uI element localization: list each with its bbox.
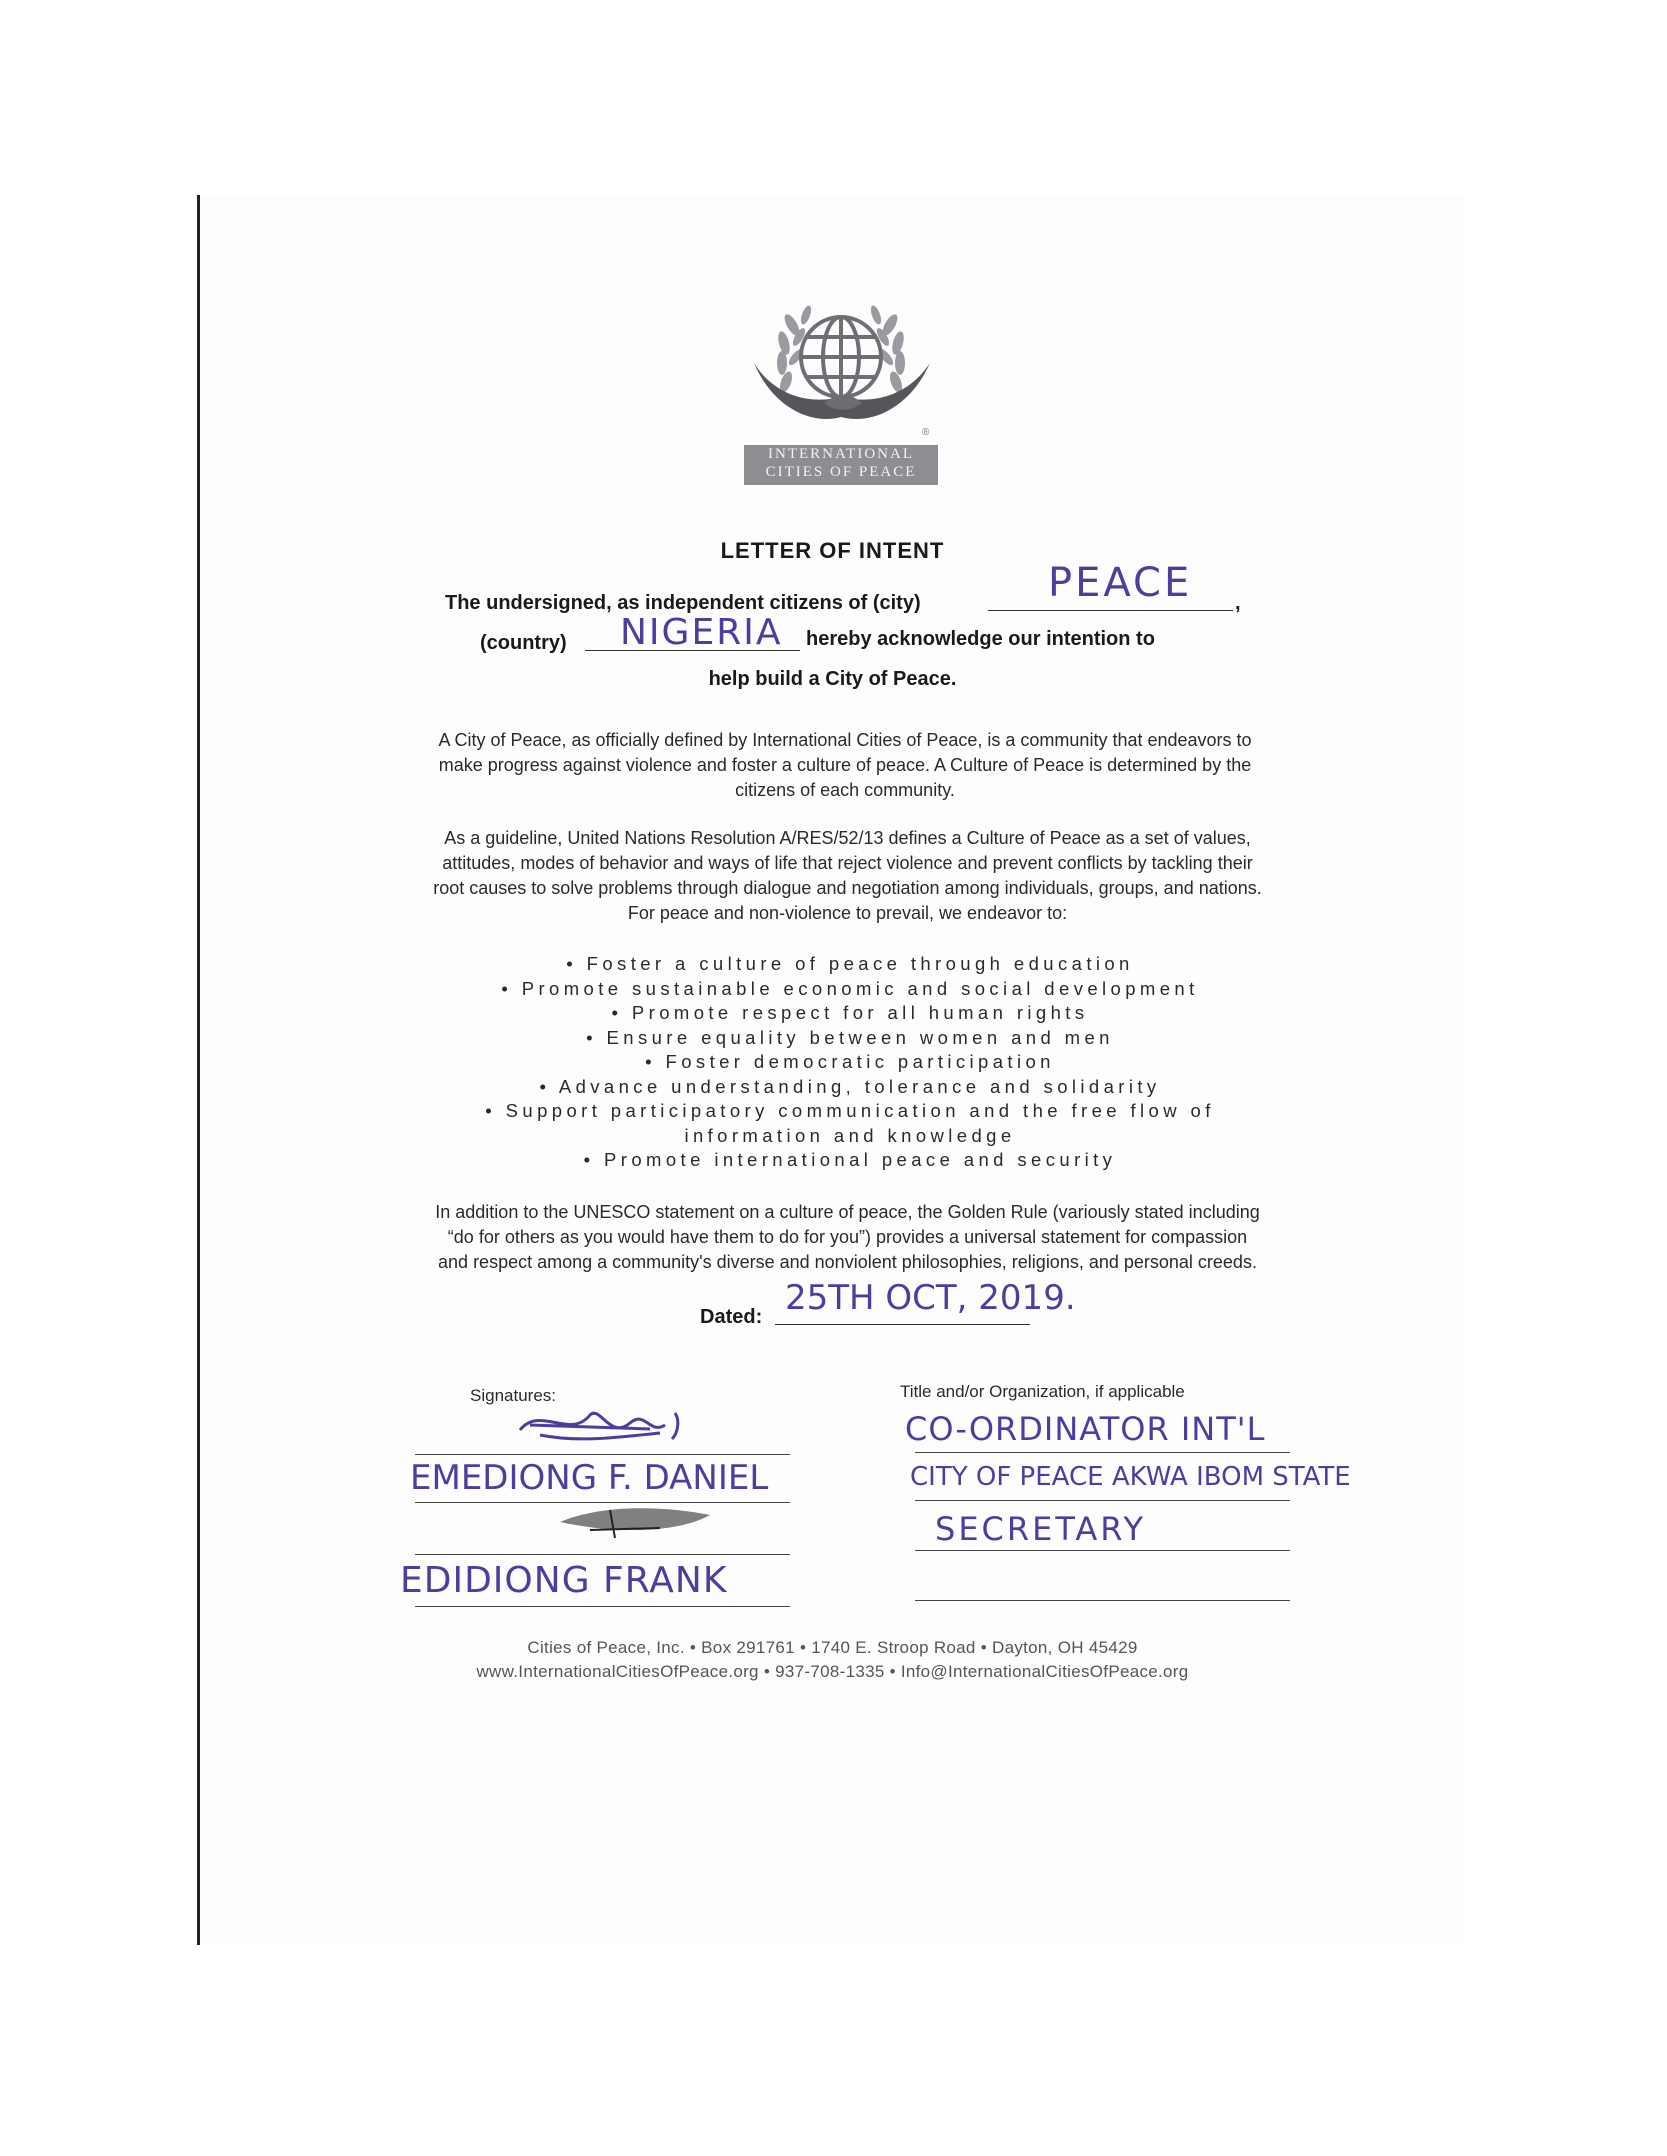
list-item: • Support participatory communication and the free flow of	[485, 1100, 1215, 1121]
paragraph-golden-rule	[390, 1200, 1305, 1275]
list-item: • Promote sustainable economic and social development	[501, 977, 1199, 999]
logo	[744, 285, 938, 485]
logo-wordmark	[744, 445, 938, 485]
signature-name-1: EMEDIONG F. DANIEL	[410, 1458, 769, 1498]
signature-line-4	[415, 1606, 790, 1607]
list-item: • Promote international peace and security	[583, 1149, 1117, 1170]
paragraph-line: attitudes, modes of behavior and ways of life that reject violence and prevent conflicts by tackling their	[442, 853, 1253, 873]
list-item: • Foster a culture of peace through education	[566, 953, 1134, 974]
dated-label: Dated:	[700, 1306, 763, 1328]
logo-line-2: CITIES OF PEACE	[765, 464, 917, 480]
list-item: information and knowledge	[684, 1124, 1016, 1146]
title-entry-3[interactable]: SECRETARY	[935, 1510, 1147, 1548]
list-item: • Ensure equality between women and men	[586, 1026, 1114, 1048]
signature-scribble-1	[500, 1395, 700, 1455]
footer-address: Cities of Peace, Inc. • Box 291761 • 1740 E. Stroop Road • Dayton, OH 45429	[527, 1638, 1138, 1657]
title-line-2	[915, 1500, 1290, 1501]
paragraph-line: For peace and non-violence to prevail, we endeavor to:	[627, 903, 1068, 923]
globe-dove-laurel-icon	[744, 285, 938, 445]
city-field[interactable]: PEACE	[1048, 560, 1193, 606]
list-item: • Promote respect for all human rights	[611, 1002, 1089, 1023]
titles-heading: Title and/or Organization, if applicable	[900, 1382, 1185, 1401]
signatures-heading: Signatures:	[470, 1386, 556, 1405]
paragraph-line: make progress against violence and foster a culture of peace. A Culture of Peace is determined by the	[438, 755, 1252, 775]
intent-line-3: help build a City of Peace.	[708, 668, 957, 690]
list-item: • Advance understanding, tolerance and solidarity	[539, 1075, 1161, 1097]
signature-line-1	[415, 1454, 790, 1455]
intent-line-2: hereby acknowledge our intention to	[806, 628, 1155, 650]
paragraph-line: A City of Peace, as officially defined by International Cities of Peace, is a community that endeavors to	[438, 730, 1252, 750]
paragraph-line: As a guideline, United Nations Resolution A/RES/52/13 defines a Culture of Peace as a set of values,	[444, 828, 1251, 848]
paragraph-line: “do for others as you would have them to do for you”) provides a universal statement for compassion	[447, 1227, 1248, 1247]
title-line-4	[915, 1600, 1290, 1601]
document-title: LETTER OF INTENT	[720, 538, 945, 563]
title-line-1	[915, 1452, 1290, 1453]
paragraph-line: citizens of each community.	[735, 780, 955, 800]
paragraph-guideline	[395, 826, 1300, 926]
dated-blank	[775, 1322, 1030, 1325]
list-item: • Foster democratic participation	[645, 1051, 1055, 1072]
paragraph-line: root causes to solve problems through dialogue and negotiation among individuals, groups, and nations.	[433, 878, 1262, 898]
country-label: (country)	[480, 632, 567, 654]
signature-scribble-2	[540, 1500, 720, 1540]
intent-line-1-suffix: ,	[1235, 592, 1241, 614]
title-entry-2[interactable]: CITY OF PEACE AKWA IBOM STATE	[910, 1462, 1351, 1492]
city-blank	[988, 608, 1233, 611]
paragraph-line: In addition to the UNESCO statement on a culture of peace, the Golden Rule (variously stated including	[435, 1202, 1260, 1222]
dated-field[interactable]: 25TH OCT, 2019.	[785, 1278, 1076, 1318]
title-entry-1[interactable]: CO-ORDINATOR INT'L	[905, 1410, 1266, 1448]
svg-text:®: ®	[922, 427, 930, 438]
footer-contact: www.InternationalCitiesOfPeace.org • 937-708-1335 • Info@InternationalCitiesOfPeace.org	[476, 1662, 1189, 1681]
endeavor-list	[380, 952, 1320, 1173]
signature-name-2: EDIDIONG FRANK	[400, 1560, 728, 1601]
country-field[interactable]: NIGERIA	[620, 612, 783, 653]
paragraph-definition	[395, 728, 1295, 803]
intent-line-1: The undersigned, as independent citizens of (city)	[445, 592, 921, 614]
signature-line-3	[415, 1554, 790, 1555]
logo-line-1: INTERNATIONAL	[768, 446, 914, 462]
title-line-3	[915, 1550, 1290, 1551]
paragraph-line: and respect among a community's diverse and nonviolent philosophies, religions, and personal creeds.	[438, 1252, 1257, 1272]
